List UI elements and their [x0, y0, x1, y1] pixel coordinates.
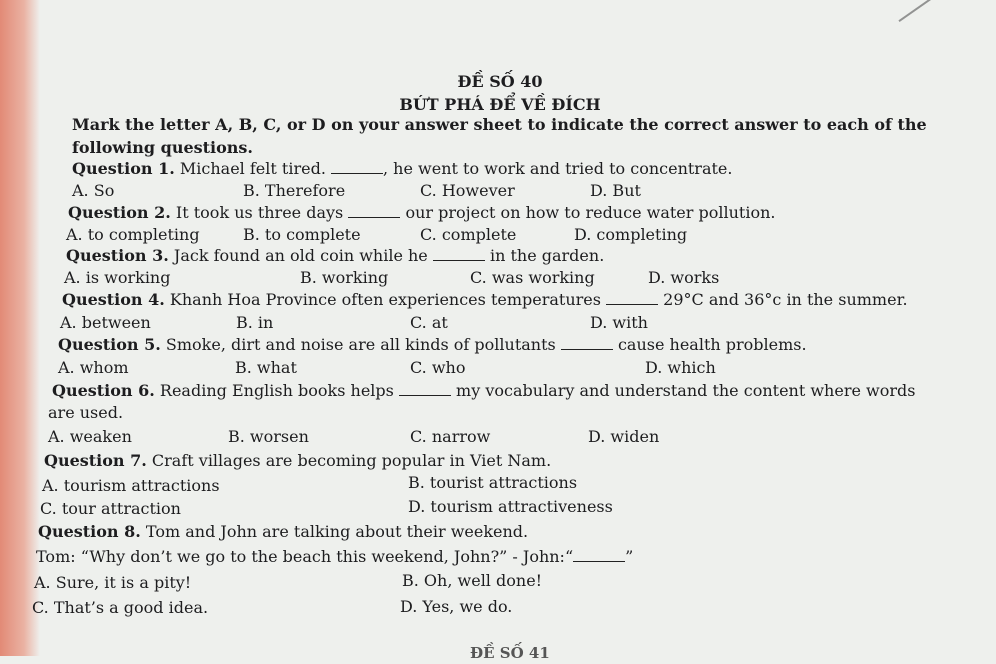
question-text: It took us three days: [175, 203, 344, 222]
question-text: Reading English books helps: [159, 381, 394, 400]
question-text: Jack found an old coin while he: [173, 246, 428, 265]
question-6-continuation: are used.: [48, 403, 124, 422]
question-5: [58, 334, 807, 356]
option-c: C. who: [410, 358, 466, 377]
answer-blank: [331, 161, 383, 174]
question-4: [62, 289, 908, 311]
question-3: [66, 245, 604, 267]
option-b: B. what: [235, 358, 297, 377]
question-text: Craft villages are becoming popular in Viet Nam.: [151, 451, 552, 470]
question-1: [72, 158, 732, 180]
answer-blank: [573, 549, 625, 562]
option-d: D. widen: [588, 427, 660, 446]
answer-blank: [399, 383, 451, 396]
option-c: C. at: [410, 313, 448, 332]
dialogue: [36, 546, 633, 568]
option-d: D. with: [590, 313, 648, 332]
option-a: A. is working: [64, 268, 171, 287]
option-d: D. But: [590, 181, 641, 200]
question-7: [44, 450, 551, 472]
option-d: D. works: [648, 268, 720, 287]
dialogue-close: ”: [625, 547, 634, 566]
question-number: Question 1.: [72, 159, 175, 178]
question-text: our project on how to reduce water pollution.: [405, 203, 776, 222]
instructions: Mark the letter A, B, C, or D on your answer sheet to indicate the correct answer to each of the following questions.: [72, 115, 927, 157]
option-c: C. narrow: [410, 427, 491, 446]
question-text: my vocabulary and understand the content where words: [456, 381, 916, 400]
option-b: B. worsen: [228, 427, 309, 446]
option-c: C. That’s a good idea.: [32, 598, 209, 617]
option-c: C. was working: [470, 268, 595, 287]
option-d: D. Yes, we do.: [400, 597, 513, 616]
option-a: A. tourism attractions: [42, 476, 220, 495]
question-text: Tom and John are talking about their weekend.: [145, 522, 529, 541]
question-number: Question 5.: [58, 335, 161, 354]
option-a: A. to completing: [66, 225, 200, 244]
question-number: Question 3.: [66, 246, 169, 265]
answer-blank: [433, 248, 485, 261]
answer-blank: [606, 292, 658, 305]
question-text: in the garden.: [489, 246, 605, 265]
option-b: B. in: [236, 313, 274, 332]
option-d: D. tourism attractiveness: [408, 497, 613, 516]
question-number: Question 6.: [52, 381, 155, 400]
next-exam-heading: ĐỀ SỐ 41: [470, 644, 550, 662]
question-text: Michael felt tired.: [179, 159, 326, 178]
option-a: A. So: [72, 181, 115, 200]
option-a: A. whom: [58, 358, 129, 377]
option-d: D. completing: [574, 225, 688, 244]
question-text: Khanh Hoa Province often experiences temperatures: [169, 290, 601, 309]
option-a: A. weaken: [48, 427, 132, 446]
exam-number: ĐỀ SỐ 40: [457, 72, 543, 91]
question-2: [68, 202, 775, 224]
option-b: B. tourist attractions: [408, 473, 578, 492]
question-text: 29°C and 36°c in the summer.: [663, 290, 908, 309]
question-number: Question 2.: [68, 203, 171, 222]
option-a: A. Sure, it is a pity!: [34, 573, 192, 592]
option-b: B. Therefore: [243, 181, 346, 200]
dialogue-text: Tom: “Why don’t we go to the beach this weekend, John?” - John:“: [36, 547, 574, 566]
option-c: C. complete: [420, 225, 517, 244]
question-text: cause health problems.: [617, 335, 807, 354]
question-number: Question 4.: [62, 290, 165, 309]
question-8: [38, 521, 528, 543]
answer-blank: [348, 205, 400, 218]
question-text: Smoke, dirt and noise are all kinds of pollutants: [165, 335, 556, 354]
option-b: B. to complete: [243, 225, 361, 244]
question-number: Question 8.: [38, 522, 141, 541]
question-6: [52, 380, 915, 402]
question-text: , he went to work and tried to concentrate.: [383, 159, 733, 178]
option-d: D. which: [645, 358, 716, 377]
option-a: A. between: [60, 313, 151, 332]
option-c: C. tour attraction: [40, 499, 181, 518]
answer-blank: [561, 337, 613, 350]
option-b: B. working: [300, 268, 389, 287]
option-b: B. Oh, well done!: [402, 571, 543, 590]
exam-subtitle: BỨT PHÁ ĐỂ VỀ ĐÍCH: [399, 95, 601, 114]
option-c: C. However: [420, 181, 515, 200]
question-number: Question 7.: [44, 451, 147, 470]
